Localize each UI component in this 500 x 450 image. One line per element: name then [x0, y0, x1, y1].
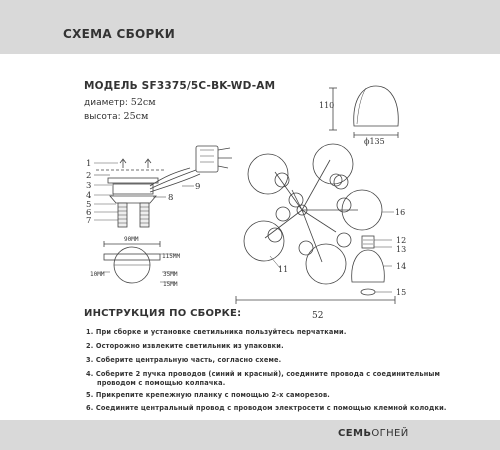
- overall-width-label: 52: [312, 311, 324, 321]
- instruction-step-1: 1. При сборке и установке светильника пользуйтесь перчатками.: [86, 328, 347, 336]
- mount-assembly: [86, 146, 232, 227]
- bracket-dim-c-label: 35MM: [163, 271, 178, 278]
- brand-logo: [338, 428, 409, 439]
- footer-bar: [0, 420, 500, 450]
- label-1: 1: [86, 159, 92, 169]
- model-name: МОДЕЛЬ SF3375/5C-BK-WD-AM: [84, 80, 276, 92]
- instruction-step-5: 5. Прикрепите крепежную планку с помощью 2-х саморезов.: [86, 391, 330, 399]
- shade-assembly: [352, 236, 406, 297]
- instruction-step-4-cont: проводом с помощью колпачка.: [97, 379, 226, 387]
- bracket-dim-d-label: 15MM: [163, 281, 178, 288]
- label-15: 15: [396, 288, 407, 297]
- label-4: 4: [86, 191, 92, 201]
- shade-dimension-view: [319, 86, 398, 146]
- shade-height-label: 110: [319, 101, 335, 110]
- height-label: высота:: [84, 112, 121, 122]
- bracket-dim-b-label: 10MM: [90, 271, 105, 278]
- bracket-detail: [90, 236, 180, 288]
- page-title: СХЕМА СБОРКИ: [63, 27, 176, 41]
- label-3: 3: [86, 181, 92, 191]
- shade-diameter-label: ϕ135: [364, 137, 385, 146]
- label-5: 5: [86, 200, 92, 210]
- label-9: 9: [195, 182, 201, 192]
- instruction-step-3: 3. Соберите центральную часть, согласно схеме.: [86, 356, 282, 364]
- instructions-title: ИНСТРУКЦИЯ ПО СБОРКЕ:: [84, 308, 242, 319]
- instruction-step-4: 4. Соберите 2 пучка проводов (синий и красный), соедините провода с соединительным: [86, 370, 441, 378]
- label-11: 11: [278, 265, 289, 274]
- label-13: 13: [396, 245, 407, 254]
- label-2: 2: [86, 171, 92, 181]
- height-value: 25см: [123, 111, 149, 122]
- label-7: 7: [86, 216, 92, 226]
- bracket-width-label: 90MM: [124, 236, 139, 243]
- label-16: 16: [395, 208, 406, 217]
- brand-light: ОГНЕЙ: [371, 428, 409, 439]
- brand-bold: СЕМЬ: [338, 428, 372, 439]
- instruction-step-2: 2. Осторожно извлеките светильник из упаковки.: [86, 342, 284, 350]
- chandelier-top-view: [236, 144, 405, 321]
- label-6: 6: [86, 208, 92, 218]
- label-14: 14: [396, 262, 407, 271]
- instruction-step-6: 6. Соедините центральный провод с проводом электросети с помощью клемной колодки.: [86, 404, 447, 412]
- label-8: 8: [168, 193, 174, 203]
- diameter-value: 52см: [130, 97, 156, 108]
- diameter-label: диаметр:: [84, 98, 128, 108]
- bracket-dim-a-label: 115MM: [162, 253, 181, 260]
- label-12: 12: [396, 236, 407, 245]
